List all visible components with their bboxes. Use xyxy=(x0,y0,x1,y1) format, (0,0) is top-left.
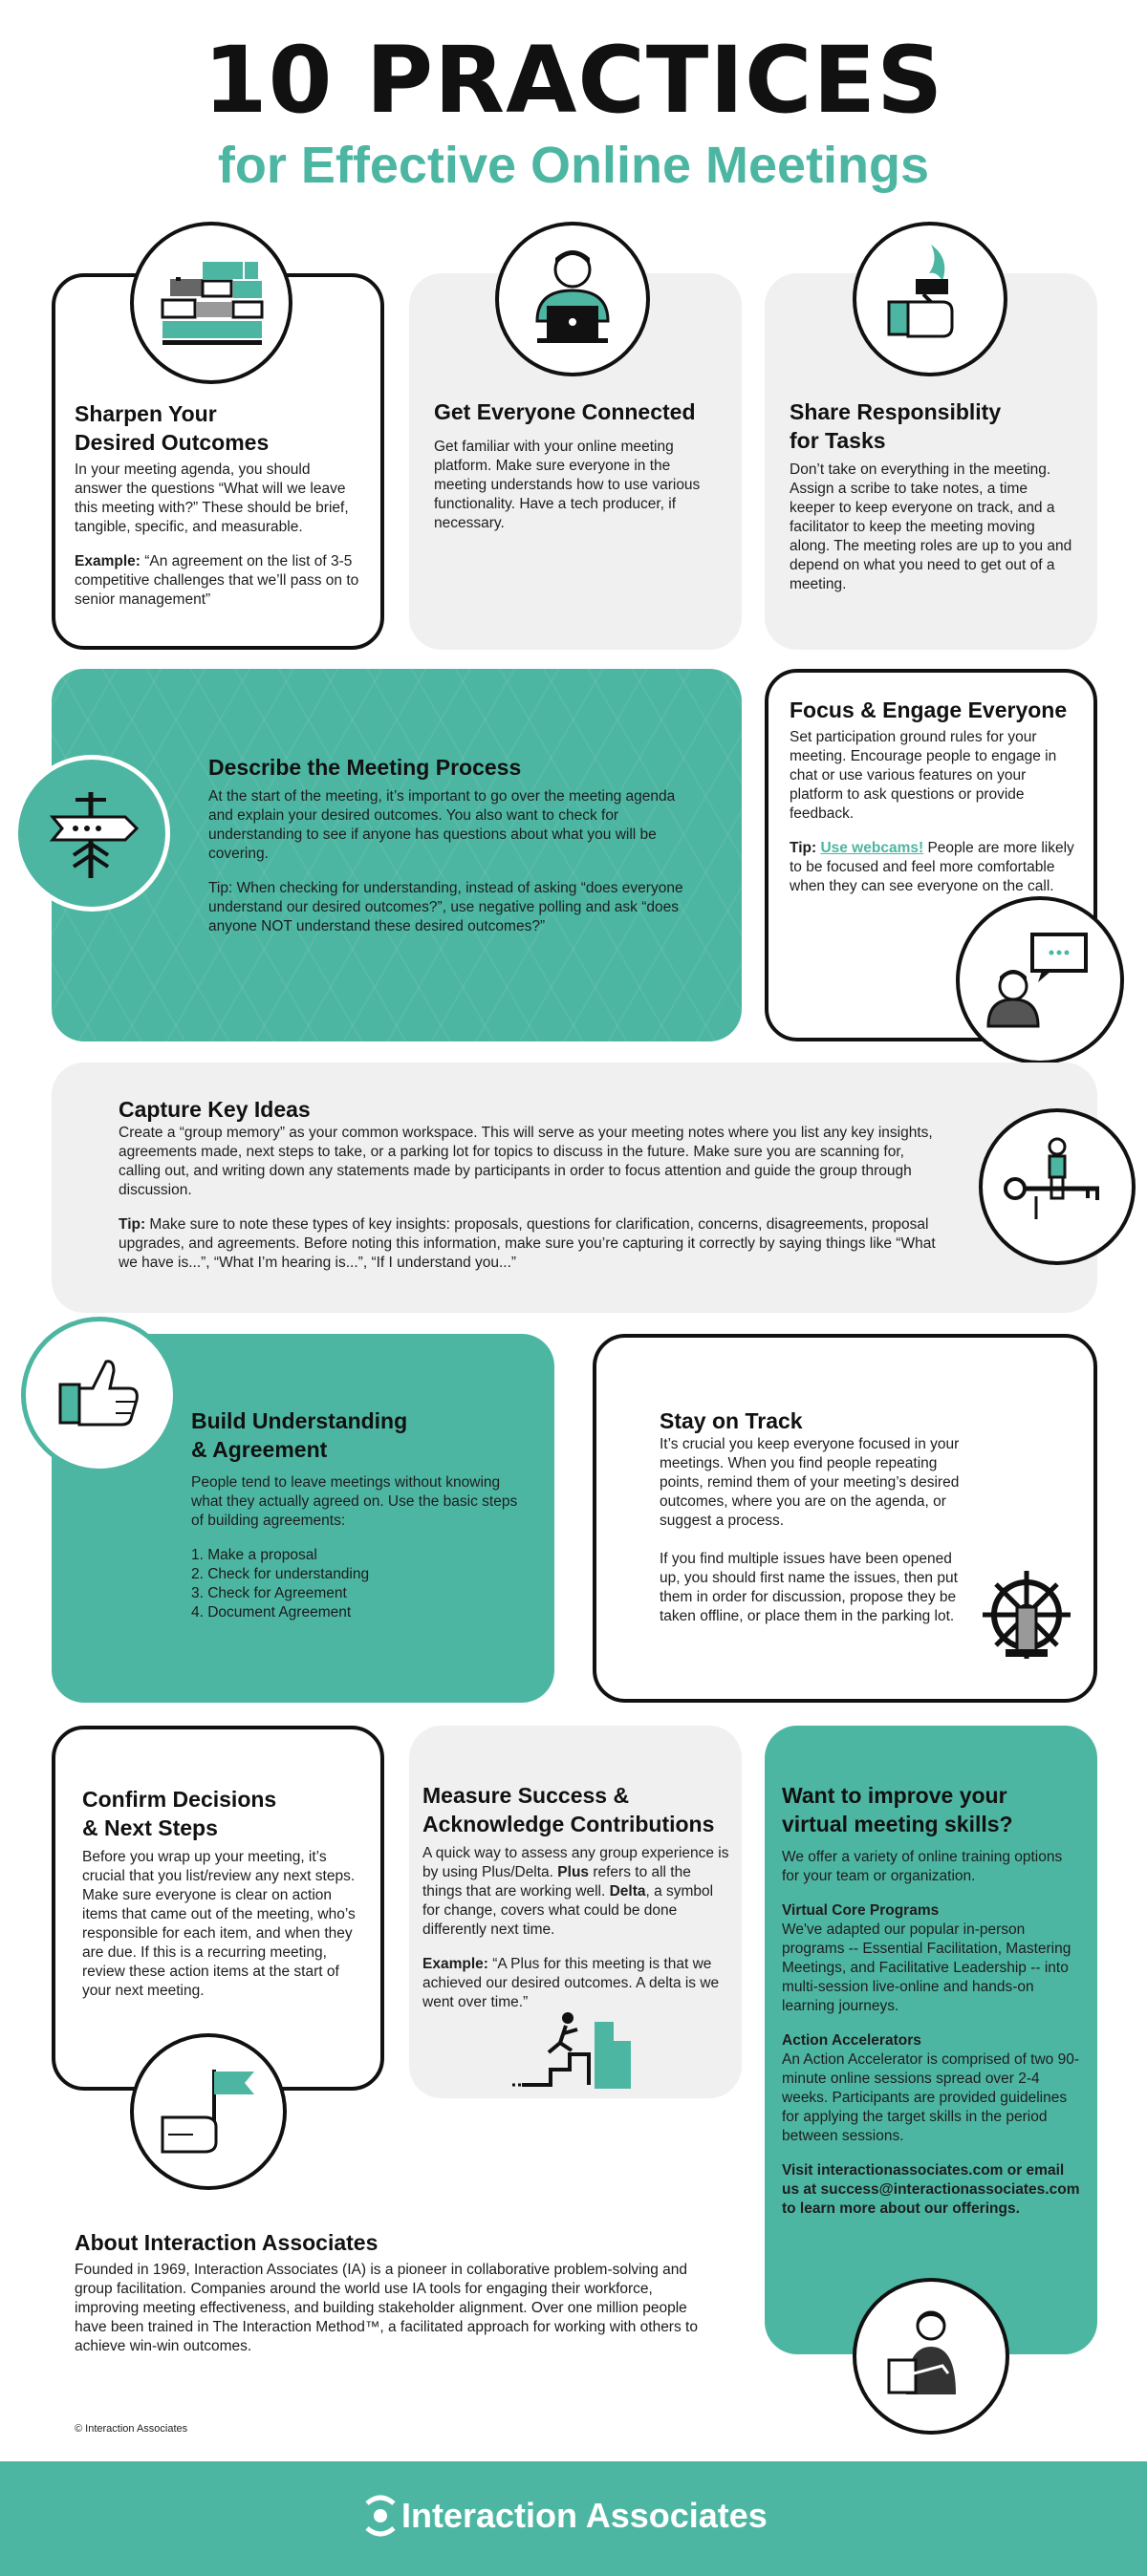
card-title: Capture Key Ideas xyxy=(119,1097,311,1122)
card-body: It’s crucial you keep everyone focused in your meetings. When you find people repeating points, remind them of your meeting’s desired outcomes, where you are on the agenda, or suggest a process. xyxy=(660,1436,960,1529)
about-body: Founded in 1969, Interaction Associates (IA) is a pioneer in collaborative problem-solving and group facilitation. Companies around the world use IA tools for engaging their workforce, improving meeting effectiveness, and building stakeholder alignment. Over one million people have been trained in The Interaction Method™, a facilitated approach for working with others to achieve win-win outcomes. xyxy=(75,2262,698,2354)
delta-term: Delta xyxy=(609,1883,646,1900)
card-title: Want to improve your xyxy=(782,1783,1007,1808)
card-body: Create a “group memory” as your common workspace. This will serve as your meeting notes where you list any key insights, agreements made, next steps to take, or a parking lot for topics to discuss in the future. Make sure you are scanning for, calling out, and writing down any statements made by participants in order to focus attention and guide the group through discussion. xyxy=(119,1125,933,1198)
tip-label: Tip: xyxy=(790,840,817,856)
agreement-steps-list xyxy=(191,1546,526,1622)
hand-flag-icon xyxy=(130,2033,287,2190)
key-person-icon xyxy=(979,1108,1136,1265)
plus-term: Plus xyxy=(557,1864,590,1880)
card-body: Set participation ground rules for your meeting. Encourage people to engage in chat or use various features on your platform to ask questions or provide feedback. xyxy=(790,729,1057,822)
card-title: Share Responsiblity xyxy=(790,399,1002,424)
card-title: Confirm Decisions xyxy=(82,1787,277,1812)
card-body-c: , a symbol for change, covers what could be done differently next time. xyxy=(422,1883,714,1938)
copyright: © Interaction Associates xyxy=(75,2423,188,2435)
card-title: Focus & Engage Everyone xyxy=(790,698,1068,722)
tip-text: Make sure to note these types of key insights: proposals, questions for clarification, concerns, disagreements, proposal upgrades, and agreements. Before noting this information, make sure you’re capturing it correctly by saying things like “What we have is...”, “What I’m hearing is...”, “If I understand you...” xyxy=(119,1216,936,1271)
chat-person-icon xyxy=(956,896,1124,1064)
list-item: 2. Check for understanding xyxy=(191,1566,370,1582)
example-label: Example: xyxy=(75,553,141,569)
card-body: Get familiar with your online meeting platform. Make sure everyone in the meeting understands how to use various functionality. Have a tech producer, if necessary. xyxy=(434,439,701,531)
webcams-link[interactable]: Use webcams! xyxy=(820,840,924,856)
example-label: Example: xyxy=(422,1956,488,1972)
card-tip: Tip: When checking for understanding, instead of asking “does everyone understand our desired outcomes?”, use negative polling and ask “does anyone NOT understand these desired outcomes?” xyxy=(208,880,683,934)
about-section xyxy=(75,2228,715,2356)
page-title: 10 PRACTICES xyxy=(203,27,944,134)
list-item: 3. Check for Agreement xyxy=(191,1585,347,1601)
card-body: At the start of the meeting, it’s important to go over the meeting agenda and explain your desired outcomes. You also want to check for understanding to see if anyone has questions about what you will be covering. xyxy=(208,788,676,862)
card-title-line2: Desired Outcomes xyxy=(75,430,270,455)
card-title-line2: & Next Steps xyxy=(82,1815,218,1840)
core-programs-title: Virtual Core Programs xyxy=(782,1902,940,1919)
card-stay-on-track xyxy=(593,1334,1097,1703)
footer-brand[interactable]: Interaction Associates xyxy=(401,2496,768,2535)
card-body-2: If you find multiple issues have been opened up, you should first name the issues, then put them in order for discussion, propose they be taken offline, or place them in the parking lot. xyxy=(660,1551,958,1624)
presenter-icon xyxy=(853,2278,1009,2435)
card-intro: We offer a variety of online training options for your team or organization. xyxy=(782,1849,1063,1884)
card-title-line2: virtual meeting skills? xyxy=(782,1812,1013,1836)
tip-label: Tip: xyxy=(119,1216,146,1233)
core-programs-body: We've adapted our popular in-person programs -- Essential Facilitation, Mastering Meetings, and Facilitative Leadership -- into multi-session live-online and hands-on learning journeys. xyxy=(782,1921,1071,2014)
card-title: Measure Success & xyxy=(422,1783,630,1808)
person-laptop-icon xyxy=(495,222,650,376)
card-capture-ideas xyxy=(52,1063,1097,1313)
torch-icon xyxy=(853,222,1007,376)
ship-wheel-icon xyxy=(969,1557,1084,1672)
list-item: 4. Document Agreement xyxy=(191,1604,352,1621)
example-text: “A Plus for this meeting is that we achieved our desired outcomes. A delta is we went over time.” xyxy=(422,1956,720,2010)
card-body: Don’t take on everything in the meeting. Assign a scribe to take notes, a time keeper to keep everyone on track, and a facilitator to keep the meeting moving along. The meeting roles are up to you and depend on what you need to get out of a meeting. xyxy=(790,462,1072,592)
card-improve-skills xyxy=(765,1726,1097,2354)
thumbs-up-icon xyxy=(21,1317,178,1473)
card-measure-success xyxy=(409,1726,742,2098)
card-title-line2: Acknowledge Contributions xyxy=(422,1812,715,1836)
example-text: “An agreement on the list of 3-5 competitive challenges that we’ll pass on to senior management” xyxy=(75,553,359,608)
tip-text: People are more likely to be focused and feel more comfortable when they can see everyone on the call. xyxy=(790,840,1074,894)
card-body: A quick way to assess any group experience is by using Plus/Delta. xyxy=(422,1845,729,1880)
list-item: 1. Make a proposal xyxy=(191,1547,317,1563)
footer-bar xyxy=(0,2461,1147,2576)
card-title: Sharpen Your xyxy=(75,401,217,426)
signpost-icon xyxy=(13,755,170,912)
ia-logo-icon[interactable] xyxy=(361,2492,400,2540)
card-title-line2: for Tasks xyxy=(790,428,886,453)
card-body: In your meeting agenda, you should answer the questions “What will we leave this meeting with?” These should be brief, tangible, specific, and measurable. xyxy=(75,462,349,535)
card-body: People tend to leave meetings without knowing what they actually agreed on. Use the basic steps of building agreements: xyxy=(191,1474,518,1529)
climbing-stairs-icon xyxy=(512,2003,637,2093)
card-title: Describe the Meeting Process xyxy=(208,755,522,780)
card-body: Before you wrap up your meeting, it’s crucial that you list/review any next steps. Make sure everyone is clear on action items that came out of the meeting, who’s responsible for each item, and when they are due. If this is a recurring meeting, review these action items at the start of your next meeting. xyxy=(82,1849,356,1999)
card-title: Build Understanding xyxy=(191,1408,408,1433)
action-accelerators-body: An Action Accelerator is comprised of two 90-minute online sessions spread over 2-4 weeks. Participants are provided guidelines for applying the target skills in the period between sessions. xyxy=(782,2051,1080,2144)
page-subtitle: for Effective Online Meetings xyxy=(217,137,930,194)
card-title-line2: & Agreement xyxy=(191,1437,328,1462)
cta-contact-link[interactable]: Visit interactionassociates.com or email us at success@interactionassociates.com to learn more about our offerings. xyxy=(782,2162,1080,2217)
card-title: Get Everyone Connected xyxy=(434,399,696,424)
building-blocks-icon xyxy=(130,222,292,384)
about-title: About Interaction Associates xyxy=(75,2230,379,2255)
card-body-b: refers to all the things that are working well. xyxy=(422,1864,691,1900)
card-title: Stay on Track xyxy=(660,1408,803,1433)
action-accelerators-title: Action Accelerators xyxy=(782,2032,921,2049)
